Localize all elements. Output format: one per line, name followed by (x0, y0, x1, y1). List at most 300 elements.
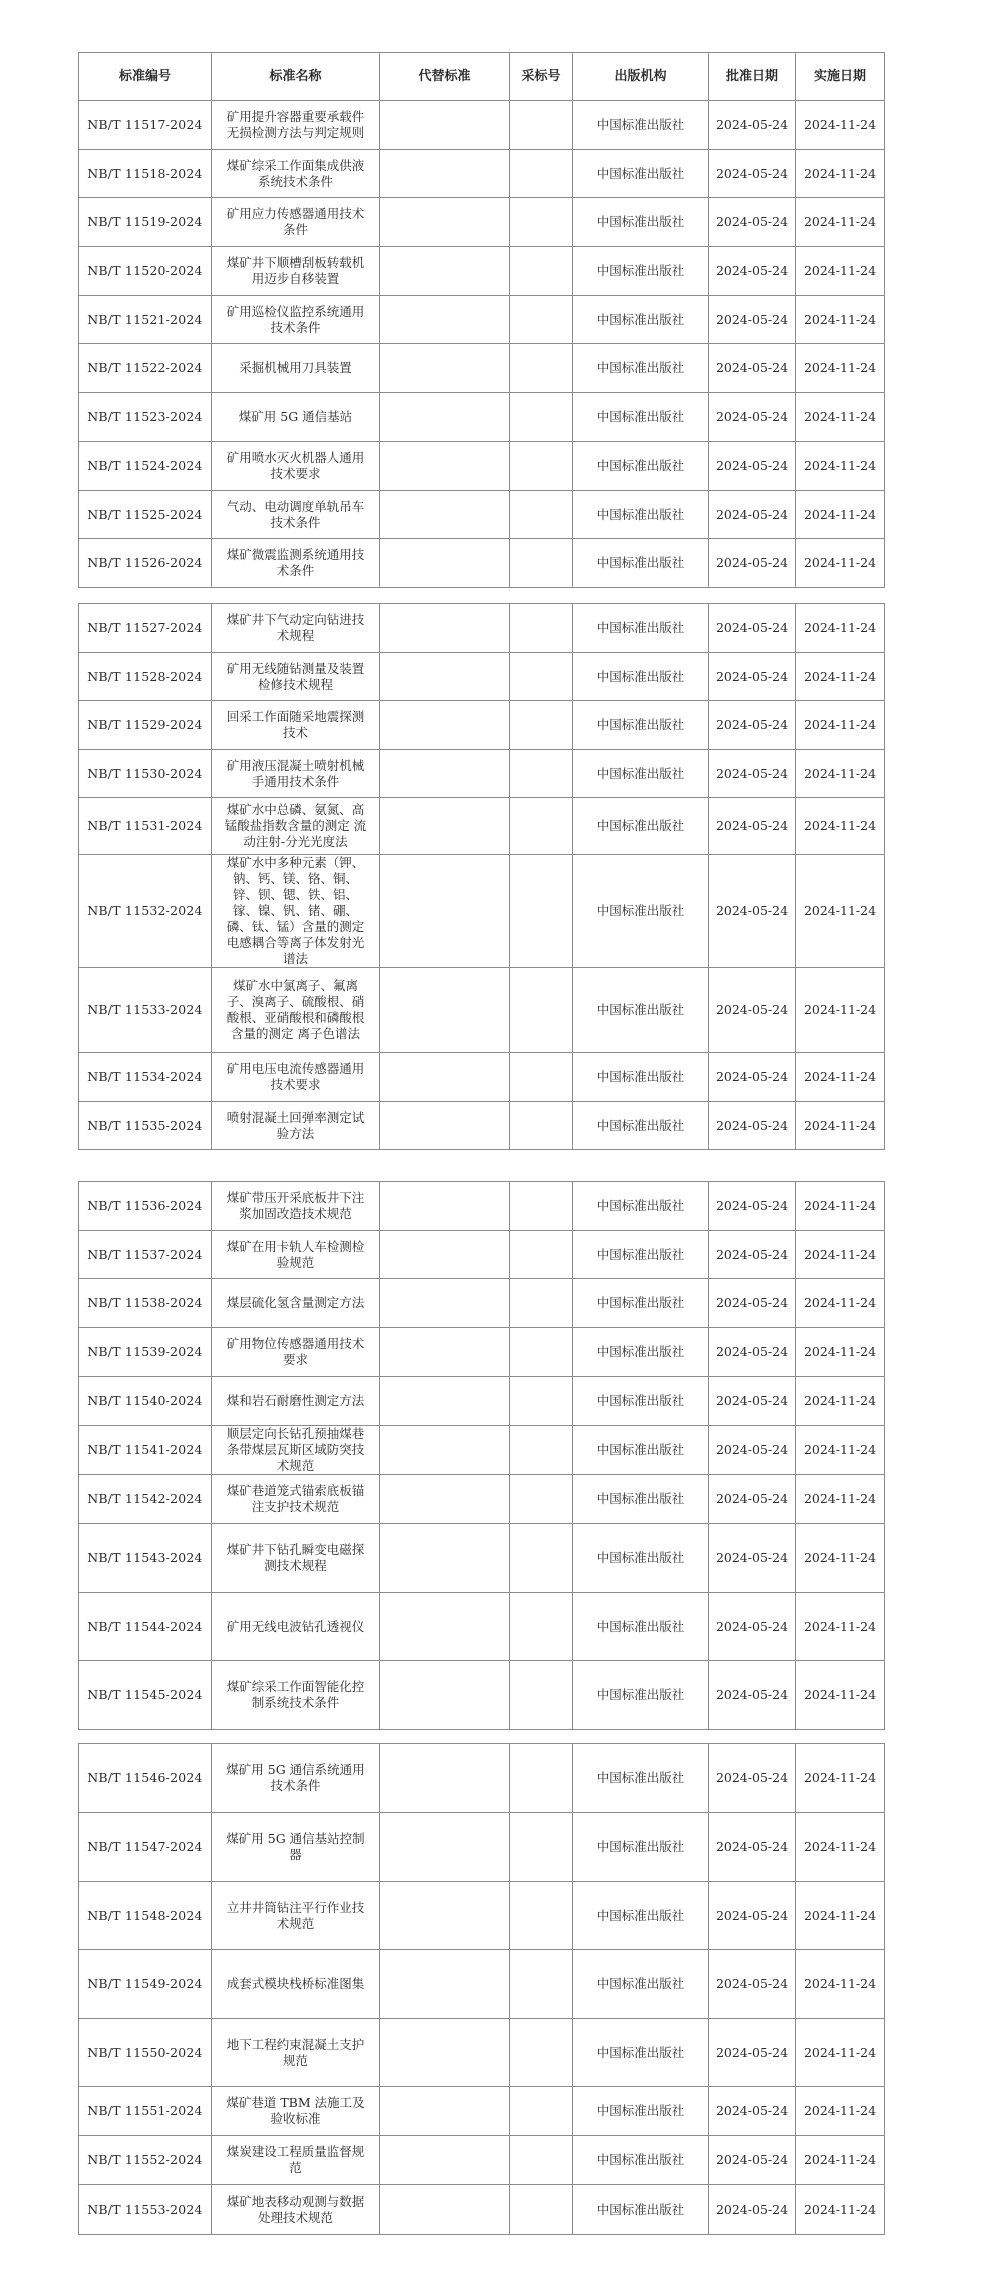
cell-implementation-date: 2024-11-24 (796, 701, 885, 750)
table-row (79, 491, 885, 539)
cell-publisher: 中国标准出版社 (573, 1475, 709, 1524)
cell-implementation-date: 2024-11-24 (796, 1377, 885, 1426)
cell-replaced-standard (380, 1102, 510, 1150)
cell-code: NB/T 11531-2024 (79, 798, 212, 855)
cell-adopted-number (510, 1102, 573, 1150)
cell-code: NB/T 11528-2024 (79, 653, 212, 701)
column-header-code: 标准编号 (79, 53, 212, 101)
cell-publisher: 中国标准出版社 (573, 198, 709, 247)
cell-code: NB/T 11520-2024 (79, 247, 212, 296)
cell-approval-date: 2024-05-24 (709, 750, 796, 798)
cell-publisher: 中国标准出版社 (573, 442, 709, 491)
cell-replaced-standard (380, 2019, 510, 2087)
standards-table-header-block (78, 52, 885, 588)
cell-approval-date: 2024-05-24 (709, 1744, 796, 1813)
cell-approval-date: 2024-05-24 (709, 2087, 796, 2136)
cell-name: 煤矿水中氯离子、氟离子、溴离子、硫酸根、硝酸根、亚硝酸根和磷酸根含量的测定 离子色谱法 (212, 968, 380, 1053)
cell-replaced-standard (380, 1593, 510, 1661)
table-row (79, 1426, 885, 1475)
cell-approval-date: 2024-05-24 (709, 150, 796, 198)
cell-code: NB/T 11546-2024 (79, 1744, 212, 1813)
cell-approval-date: 2024-05-24 (709, 296, 796, 344)
cell-approval-date: 2024-05-24 (709, 1882, 796, 1950)
cell-implementation-date: 2024-11-24 (796, 798, 885, 855)
table-row (79, 1182, 885, 1231)
cell-approval-date: 2024-05-24 (709, 855, 796, 968)
cell-publisher: 中国标准出版社 (573, 2185, 709, 2235)
cell-approval-date: 2024-05-24 (709, 653, 796, 701)
table-row (79, 968, 885, 1053)
cell-replaced-standard (380, 2136, 510, 2185)
column-header-adopted-number: 采标号 (510, 53, 573, 101)
column-header-publisher: 出版机构 (573, 53, 709, 101)
cell-replaced-standard (380, 798, 510, 855)
cell-replaced-standard (380, 296, 510, 344)
table-row (79, 750, 885, 798)
cell-code: NB/T 11542-2024 (79, 1475, 212, 1524)
cell-name: 煤矿水中多种元素（钾、钠、钙、镁、铬、铜、锌、钡、锶、铁、铝、镓、镍、钒、锗、硼、磷、钛、锰）含量的测定 电感耦合等离子体发射光谱法 (212, 855, 380, 968)
cell-adopted-number (510, 1661, 573, 1730)
cell-publisher: 中国标准出版社 (573, 604, 709, 653)
cell-publisher: 中国标准出版社 (573, 750, 709, 798)
cell-approval-date: 2024-05-24 (709, 442, 796, 491)
cell-publisher: 中国标准出版社 (573, 2136, 709, 2185)
cell-approval-date: 2024-05-24 (709, 1950, 796, 2019)
cell-adopted-number (510, 1231, 573, 1279)
cell-approval-date: 2024-05-24 (709, 798, 796, 855)
cell-approval-date: 2024-05-24 (709, 1426, 796, 1475)
cell-approval-date: 2024-05-24 (709, 2019, 796, 2087)
cell-implementation-date: 2024-11-24 (796, 1102, 885, 1150)
table-row (79, 2019, 885, 2087)
cell-adopted-number (510, 344, 573, 393)
cell-implementation-date: 2024-11-24 (796, 1475, 885, 1524)
cell-adopted-number (510, 1882, 573, 1950)
cell-publisher: 中国标准出版社 (573, 1102, 709, 1150)
table-row (79, 1279, 885, 1328)
cell-publisher: 中国标准出版社 (573, 1744, 709, 1813)
cell-implementation-date: 2024-11-24 (796, 2019, 885, 2087)
table-row (79, 1882, 885, 1950)
cell-name: 煤矿用 5G 通信基站控制器 (212, 1813, 380, 1882)
cell-publisher: 中国标准出版社 (573, 1882, 709, 1950)
cell-adopted-number (510, 2136, 573, 2185)
table-row (79, 701, 885, 750)
cell-approval-date: 2024-05-24 (709, 198, 796, 247)
table-row (79, 2185, 885, 2235)
cell-code: NB/T 11522-2024 (79, 344, 212, 393)
cell-name: 煤矿综采工作面智能化控制系统技术条件 (212, 1661, 380, 1730)
table-row (79, 1661, 885, 1730)
cell-replaced-standard (380, 442, 510, 491)
table-row (79, 442, 885, 491)
cell-publisher: 中国标准出版社 (573, 101, 709, 150)
cell-adopted-number (510, 247, 573, 296)
cell-name: 煤层硫化氢含量测定方法 (212, 1279, 380, 1328)
cell-implementation-date: 2024-11-24 (796, 1279, 885, 1328)
standards-table-block (78, 603, 885, 1150)
cell-adopted-number (510, 1328, 573, 1377)
cell-approval-date: 2024-05-24 (709, 1053, 796, 1102)
cell-approval-date: 2024-05-24 (709, 1593, 796, 1661)
cell-replaced-standard (380, 1279, 510, 1328)
cell-implementation-date: 2024-11-24 (796, 604, 885, 653)
cell-publisher: 中国标准出版社 (573, 968, 709, 1053)
cell-name: 成套式模块栈桥标准图集 (212, 1950, 380, 2019)
column-header-replaced-standard: 代替标准 (380, 53, 510, 101)
cell-code: NB/T 11533-2024 (79, 968, 212, 1053)
cell-replaced-standard (380, 1053, 510, 1102)
cell-name: 地下工程约束混凝土支护规范 (212, 2019, 380, 2087)
table-row (79, 1593, 885, 1661)
cell-adopted-number (510, 1524, 573, 1593)
cell-adopted-number (510, 1182, 573, 1231)
cell-approval-date: 2024-05-24 (709, 101, 796, 150)
cell-adopted-number (510, 2087, 573, 2136)
cell-code: NB/T 11552-2024 (79, 2136, 212, 2185)
cell-name: 立井井筒钻注平行作业技术规范 (212, 1882, 380, 1950)
cell-publisher: 中国标准出版社 (573, 2019, 709, 2087)
cell-publisher: 中国标准出版社 (573, 1053, 709, 1102)
table-row (79, 150, 885, 198)
cell-implementation-date: 2024-11-24 (796, 1813, 885, 1882)
cell-adopted-number (510, 150, 573, 198)
cell-implementation-date: 2024-11-24 (796, 653, 885, 701)
cell-name: 煤矿巷道 TBM 法施工及验收标准 (212, 2087, 380, 2136)
cell-publisher: 中国标准出版社 (573, 1182, 709, 1231)
cell-code: NB/T 11543-2024 (79, 1524, 212, 1593)
cell-name: 矿用巡检仪监控系统通用技术条件 (212, 296, 380, 344)
cell-name: 煤矿地表移动观测与数据处理技术规范 (212, 2185, 380, 2235)
cell-publisher: 中国标准出版社 (573, 539, 709, 588)
table-row (79, 1231, 885, 1279)
cell-approval-date: 2024-05-24 (709, 539, 796, 588)
cell-code: NB/T 11532-2024 (79, 855, 212, 968)
cell-implementation-date: 2024-11-24 (796, 2185, 885, 2235)
cell-approval-date: 2024-05-24 (709, 1524, 796, 1593)
cell-replaced-standard (380, 1813, 510, 1882)
cell-adopted-number (510, 701, 573, 750)
cell-code: NB/T 11524-2024 (79, 442, 212, 491)
cell-adopted-number (510, 750, 573, 798)
cell-adopted-number (510, 2019, 573, 2087)
cell-adopted-number (510, 198, 573, 247)
table-row (79, 1744, 885, 1813)
cell-replaced-standard (380, 150, 510, 198)
cell-implementation-date: 2024-11-24 (796, 2136, 885, 2185)
cell-code: NB/T 11526-2024 (79, 539, 212, 588)
cell-adopted-number (510, 1279, 573, 1328)
cell-implementation-date: 2024-11-24 (796, 1426, 885, 1475)
cell-adopted-number (510, 539, 573, 588)
cell-publisher: 中国标准出版社 (573, 1426, 709, 1475)
cell-implementation-date: 2024-11-24 (796, 1328, 885, 1377)
cell-implementation-date: 2024-11-24 (796, 101, 885, 150)
cell-replaced-standard (380, 1182, 510, 1231)
cell-implementation-date: 2024-11-24 (796, 539, 885, 588)
cell-code: NB/T 11539-2024 (79, 1328, 212, 1377)
cell-name: 煤矿巷道笼式锚索底板锚注支护技术规范 (212, 1475, 380, 1524)
cell-adopted-number (510, 1950, 573, 2019)
table-row (79, 344, 885, 393)
cell-implementation-date: 2024-11-24 (796, 750, 885, 798)
cell-replaced-standard (380, 604, 510, 653)
cell-code: NB/T 11553-2024 (79, 2185, 212, 2235)
cell-replaced-standard (380, 968, 510, 1053)
cell-implementation-date: 2024-11-24 (796, 1593, 885, 1661)
cell-replaced-standard (380, 1744, 510, 1813)
cell-adopted-number (510, 393, 573, 442)
cell-implementation-date: 2024-11-24 (796, 968, 885, 1053)
cell-adopted-number (510, 491, 573, 539)
cell-replaced-standard (380, 2087, 510, 2136)
table-row (79, 1950, 885, 2019)
column-header-approval-date: 批准日期 (709, 53, 796, 101)
cell-adopted-number (510, 968, 573, 1053)
cell-name: 喷射混凝土回弹率测定试验方法 (212, 1102, 380, 1150)
cell-replaced-standard (380, 1231, 510, 1279)
cell-publisher: 中国标准出版社 (573, 150, 709, 198)
cell-approval-date: 2024-05-24 (709, 1328, 796, 1377)
cell-publisher: 中国标准出版社 (573, 1524, 709, 1593)
cell-publisher: 中国标准出版社 (573, 1231, 709, 1279)
cell-approval-date: 2024-05-24 (709, 491, 796, 539)
cell-code: NB/T 11518-2024 (79, 150, 212, 198)
cell-implementation-date: 2024-11-24 (796, 855, 885, 968)
table-row (79, 198, 885, 247)
table-row (79, 798, 885, 855)
cell-adopted-number (510, 1053, 573, 1102)
cell-implementation-date: 2024-11-24 (796, 1053, 885, 1102)
table-row (79, 1328, 885, 1377)
cell-approval-date: 2024-05-24 (709, 701, 796, 750)
cell-replaced-standard (380, 491, 510, 539)
cell-publisher: 中国标准出版社 (573, 653, 709, 701)
table-row (79, 1524, 885, 1593)
cell-code: NB/T 11541-2024 (79, 1426, 212, 1475)
cell-name: 回采工作面随采地震探测技术 (212, 701, 380, 750)
cell-replaced-standard (380, 1328, 510, 1377)
cell-replaced-standard (380, 198, 510, 247)
cell-adopted-number (510, 296, 573, 344)
cell-publisher: 中国标准出版社 (573, 1813, 709, 1882)
table-row (79, 1102, 885, 1150)
cell-code: NB/T 11517-2024 (79, 101, 212, 150)
cell-name: 矿用提升容器重要承载件无损检测方法与判定规则 (212, 101, 380, 150)
cell-replaced-standard (380, 1524, 510, 1593)
cell-implementation-date: 2024-11-24 (796, 247, 885, 296)
table-row (79, 1475, 885, 1524)
cell-code: NB/T 11529-2024 (79, 701, 212, 750)
cell-name: 煤和岩石耐磨性测定方法 (212, 1377, 380, 1426)
cell-name: 煤矿在用卡轨人车检测检验规范 (212, 1231, 380, 1279)
cell-name: 煤矿井下气动定向钻进技术规程 (212, 604, 380, 653)
cell-approval-date: 2024-05-24 (709, 1661, 796, 1730)
cell-name: 矿用液压混凝土喷射机械手通用技术条件 (212, 750, 380, 798)
cell-code: NB/T 11548-2024 (79, 1882, 212, 1950)
cell-code: NB/T 11530-2024 (79, 750, 212, 798)
table-row (79, 1377, 885, 1426)
cell-replaced-standard (380, 393, 510, 442)
cell-name: 采掘机械用刀具装置 (212, 344, 380, 393)
cell-publisher: 中国标准出版社 (573, 1279, 709, 1328)
cell-name: 矿用喷水灭火机器人通用技术要求 (212, 442, 380, 491)
cell-adopted-number (510, 604, 573, 653)
table-row (79, 1053, 885, 1102)
cell-implementation-date: 2024-11-24 (796, 1661, 885, 1730)
cell-code: NB/T 11545-2024 (79, 1661, 212, 1730)
cell-implementation-date: 2024-11-24 (796, 150, 885, 198)
cell-replaced-standard (380, 1426, 510, 1475)
cell-publisher: 中国标准出版社 (573, 855, 709, 968)
cell-publisher: 中国标准出版社 (573, 798, 709, 855)
cell-replaced-standard (380, 653, 510, 701)
cell-publisher: 中国标准出版社 (573, 1377, 709, 1426)
cell-implementation-date: 2024-11-24 (796, 1744, 885, 1813)
table-row (79, 2087, 885, 2136)
cell-name: 矿用无线电波钻孔透视仪 (212, 1593, 380, 1661)
cell-approval-date: 2024-05-24 (709, 2136, 796, 2185)
cell-code: NB/T 11550-2024 (79, 2019, 212, 2087)
cell-implementation-date: 2024-11-24 (796, 1950, 885, 2019)
cell-approval-date: 2024-05-24 (709, 1231, 796, 1279)
cell-implementation-date: 2024-11-24 (796, 1882, 885, 1950)
cell-publisher: 中国标准出版社 (573, 247, 709, 296)
cell-adopted-number (510, 1813, 573, 1882)
cell-name: 煤矿带压开采底板井下注浆加固改造技术规范 (212, 1182, 380, 1231)
cell-implementation-date: 2024-11-24 (796, 442, 885, 491)
cell-approval-date: 2024-05-24 (709, 604, 796, 653)
cell-name: 煤炭建设工程质量监督规范 (212, 2136, 380, 2185)
cell-adopted-number (510, 2185, 573, 2235)
cell-replaced-standard (380, 1377, 510, 1426)
cell-approval-date: 2024-05-24 (709, 247, 796, 296)
cell-adopted-number (510, 1377, 573, 1426)
table-row (79, 296, 885, 344)
cell-replaced-standard (380, 855, 510, 968)
cell-adopted-number (510, 653, 573, 701)
cell-code: NB/T 11521-2024 (79, 296, 212, 344)
cell-code: NB/T 11534-2024 (79, 1053, 212, 1102)
cell-code: NB/T 11537-2024 (79, 1231, 212, 1279)
cell-name: 气动、电动调度单轨吊车技术条件 (212, 491, 380, 539)
cell-code: NB/T 11547-2024 (79, 1813, 212, 1882)
cell-publisher: 中国标准出版社 (573, 1950, 709, 2019)
cell-name: 煤矿用 5G 通信系统通用技术条件 (212, 1744, 380, 1813)
cell-name: 矿用物位传感器通用技术要求 (212, 1328, 380, 1377)
table-row (79, 393, 885, 442)
cell-name: 矿用无线随钻测量及装置检修技术规程 (212, 653, 380, 701)
cell-adopted-number (510, 798, 573, 855)
cell-replaced-standard (380, 750, 510, 798)
cell-publisher: 中国标准出版社 (573, 1328, 709, 1377)
cell-adopted-number (510, 855, 573, 968)
cell-approval-date: 2024-05-24 (709, 968, 796, 1053)
cell-publisher: 中国标准出版社 (573, 2087, 709, 2136)
cell-publisher: 中国标准出版社 (573, 296, 709, 344)
cell-replaced-standard (380, 1661, 510, 1730)
table-row (79, 101, 885, 150)
table-row (79, 539, 885, 588)
cell-implementation-date: 2024-11-24 (796, 491, 885, 539)
cell-adopted-number (510, 1744, 573, 1813)
cell-adopted-number (510, 1593, 573, 1661)
cell-approval-date: 2024-05-24 (709, 1813, 796, 1882)
cell-replaced-standard (380, 539, 510, 588)
column-header-implementation-date: 实施日期 (796, 53, 885, 101)
cell-code: NB/T 11535-2024 (79, 1102, 212, 1150)
cell-adopted-number (510, 101, 573, 150)
table-row (79, 855, 885, 968)
cell-approval-date: 2024-05-24 (709, 1182, 796, 1231)
cell-code: NB/T 11540-2024 (79, 1377, 212, 1426)
cell-publisher: 中国标准出版社 (573, 393, 709, 442)
cell-replaced-standard (380, 101, 510, 150)
cell-implementation-date: 2024-11-24 (796, 2087, 885, 2136)
cell-name: 顺层定向长钻孔预抽煤巷条带煤层瓦斯区域防突技术规范 (212, 1426, 380, 1475)
cell-code: NB/T 11551-2024 (79, 2087, 212, 2136)
standards-table-block (78, 1181, 885, 1730)
table-row (79, 247, 885, 296)
cell-name: 煤矿综采工作面集成供液系统技术条件 (212, 150, 380, 198)
cell-publisher: 中国标准出版社 (573, 491, 709, 539)
cell-approval-date: 2024-05-24 (709, 1377, 796, 1426)
cell-approval-date: 2024-05-24 (709, 1279, 796, 1328)
cell-approval-date: 2024-05-24 (709, 344, 796, 393)
cell-publisher: 中国标准出版社 (573, 701, 709, 750)
cell-code: NB/T 11549-2024 (79, 1950, 212, 2019)
table-row (79, 1813, 885, 1882)
cell-name: 煤矿井下钻孔瞬变电磁探测技术规程 (212, 1524, 380, 1593)
cell-name: 矿用电压电流传感器通用技术要求 (212, 1053, 380, 1102)
cell-name: 矿用应力传感器通用技术条件 (212, 198, 380, 247)
cell-publisher: 中国标准出版社 (573, 1593, 709, 1661)
cell-adopted-number (510, 442, 573, 491)
cell-implementation-date: 2024-11-24 (796, 1524, 885, 1593)
cell-publisher: 中国标准出版社 (573, 344, 709, 393)
cell-approval-date: 2024-05-24 (709, 1475, 796, 1524)
cell-adopted-number (510, 1426, 573, 1475)
cell-name: 煤矿水中总磷、氨氮、高锰酸盐指数含量的测定 流动注射-分光光度法 (212, 798, 380, 855)
cell-name: 煤矿井下顺槽刮板转载机用迈步自移装置 (212, 247, 380, 296)
cell-code: NB/T 11527-2024 (79, 604, 212, 653)
cell-implementation-date: 2024-11-24 (796, 344, 885, 393)
cell-adopted-number (510, 1475, 573, 1524)
table-row (79, 604, 885, 653)
cell-replaced-standard (380, 701, 510, 750)
cell-code: NB/T 11519-2024 (79, 198, 212, 247)
cell-approval-date: 2024-05-24 (709, 1102, 796, 1150)
cell-replaced-standard (380, 344, 510, 393)
cell-replaced-standard (380, 1950, 510, 2019)
cell-name: 煤矿微震监测系统通用技术条件 (212, 539, 380, 588)
cell-code: NB/T 11538-2024 (79, 1279, 212, 1328)
cell-code: NB/T 11523-2024 (79, 393, 212, 442)
cell-replaced-standard (380, 1882, 510, 1950)
column-header-name: 标准名称 (212, 53, 380, 101)
cell-replaced-standard (380, 1475, 510, 1524)
cell-implementation-date: 2024-11-24 (796, 1182, 885, 1231)
table-row (79, 653, 885, 701)
cell-approval-date: 2024-05-24 (709, 2185, 796, 2235)
table-header-row (79, 53, 885, 101)
cell-approval-date: 2024-05-24 (709, 393, 796, 442)
cell-replaced-standard (380, 247, 510, 296)
cell-name: 煤矿用 5G 通信基站 (212, 393, 380, 442)
cell-implementation-date: 2024-11-24 (796, 1231, 885, 1279)
cell-code: NB/T 11544-2024 (79, 1593, 212, 1661)
standards-table-block (78, 1743, 885, 2235)
